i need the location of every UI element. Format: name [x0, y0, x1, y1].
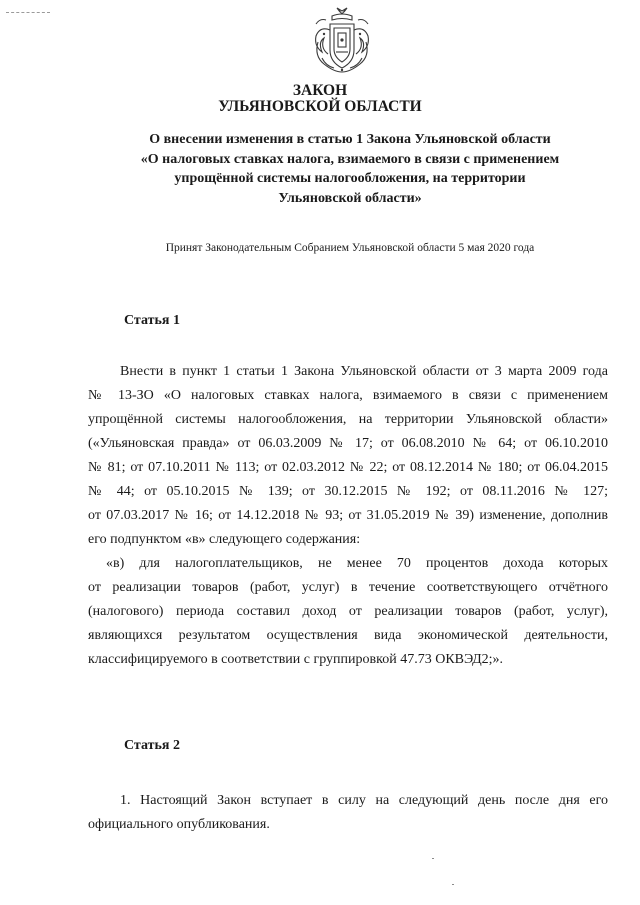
text-line: «в) для налогоплательщиков, не менее 70 процентов дохода которых	[106, 556, 608, 571]
text-line: от реализации товаров (работ, услуг) в течение соответствующего отчётного	[88, 580, 608, 595]
subtitle-line: О внесении изменения в статью 1 Закона Ульяновской области	[149, 132, 551, 147]
law-region: УЛЬЯНОВСКОЙ ОБЛАСТИ	[218, 98, 422, 115]
text-line: (налогового) периода составил доход от реализации товаров (работ, услуг),	[88, 604, 608, 619]
text-line: упрощённой системы налогообложения, на территории Ульяновской области»	[88, 412, 608, 427]
text-line: 1. Настоящий Закон вступает в силу на следующий день после дня его	[120, 793, 608, 808]
article-1-body	[88, 360, 608, 672]
text-line: № 81; от 07.10.2011 № 113; от 02.03.2012 № 22; от 08.12.2014 № 180; от 06.04.2015	[88, 460, 608, 475]
article-1-heading: Статья 1	[124, 313, 180, 328]
text-line: («Ульяновская правда» от 06.03.2009 № 17; от 06.08.2010 № 64; от 06.10.2010	[88, 436, 608, 451]
scan-speck	[452, 884, 454, 885]
scan-speck	[432, 858, 434, 859]
text-line: № 44; от 05.10.2015 № 139; от 30.12.2015 № 192; от 08.11.2016 № 127;	[88, 484, 608, 499]
scan-corner-mark	[6, 12, 50, 13]
text-line: классифицируемого в соответствии с группировкой 47.73 ОКВЭД2;».	[88, 652, 504, 667]
text-line: Внести в пункт 1 статьи 1 Закона Ульяновской области от 3 марта 2009 года	[120, 364, 608, 379]
subtitle-line: упрощённой системы налогообложения, на территории	[174, 171, 526, 186]
law-subtitle	[100, 130, 600, 208]
text-line: № 13-ЗО «О налоговых ставках налога, взимаемого в связи с применением	[88, 388, 608, 403]
text-line: являющихся результатом осуществления вида экономической деятельности,	[88, 628, 608, 643]
text-line: его подпунктом «в» следующего содержания:	[88, 532, 361, 547]
article-2-heading: Статья 2	[124, 738, 180, 753]
subtitle-line: «О налоговых ставках налога, взимаемого в связи с применением	[140, 151, 560, 167]
law-title: ЗАКОН	[292, 82, 348, 99]
coat-of-arms-icon	[310, 6, 374, 76]
text-line: от 07.03.2017 № 16; от 14.12.2018 № 93; от 31.05.2019 № 39) изменение, дополнив	[88, 508, 608, 523]
adoption-note: Принят Законодательным Собранием Ульяновской области 5 мая 2020 года	[165, 242, 535, 254]
article-2-body	[88, 789, 608, 837]
text-line: официального опубликования.	[88, 817, 270, 832]
subtitle-line: Ульяновской области»	[278, 190, 422, 206]
